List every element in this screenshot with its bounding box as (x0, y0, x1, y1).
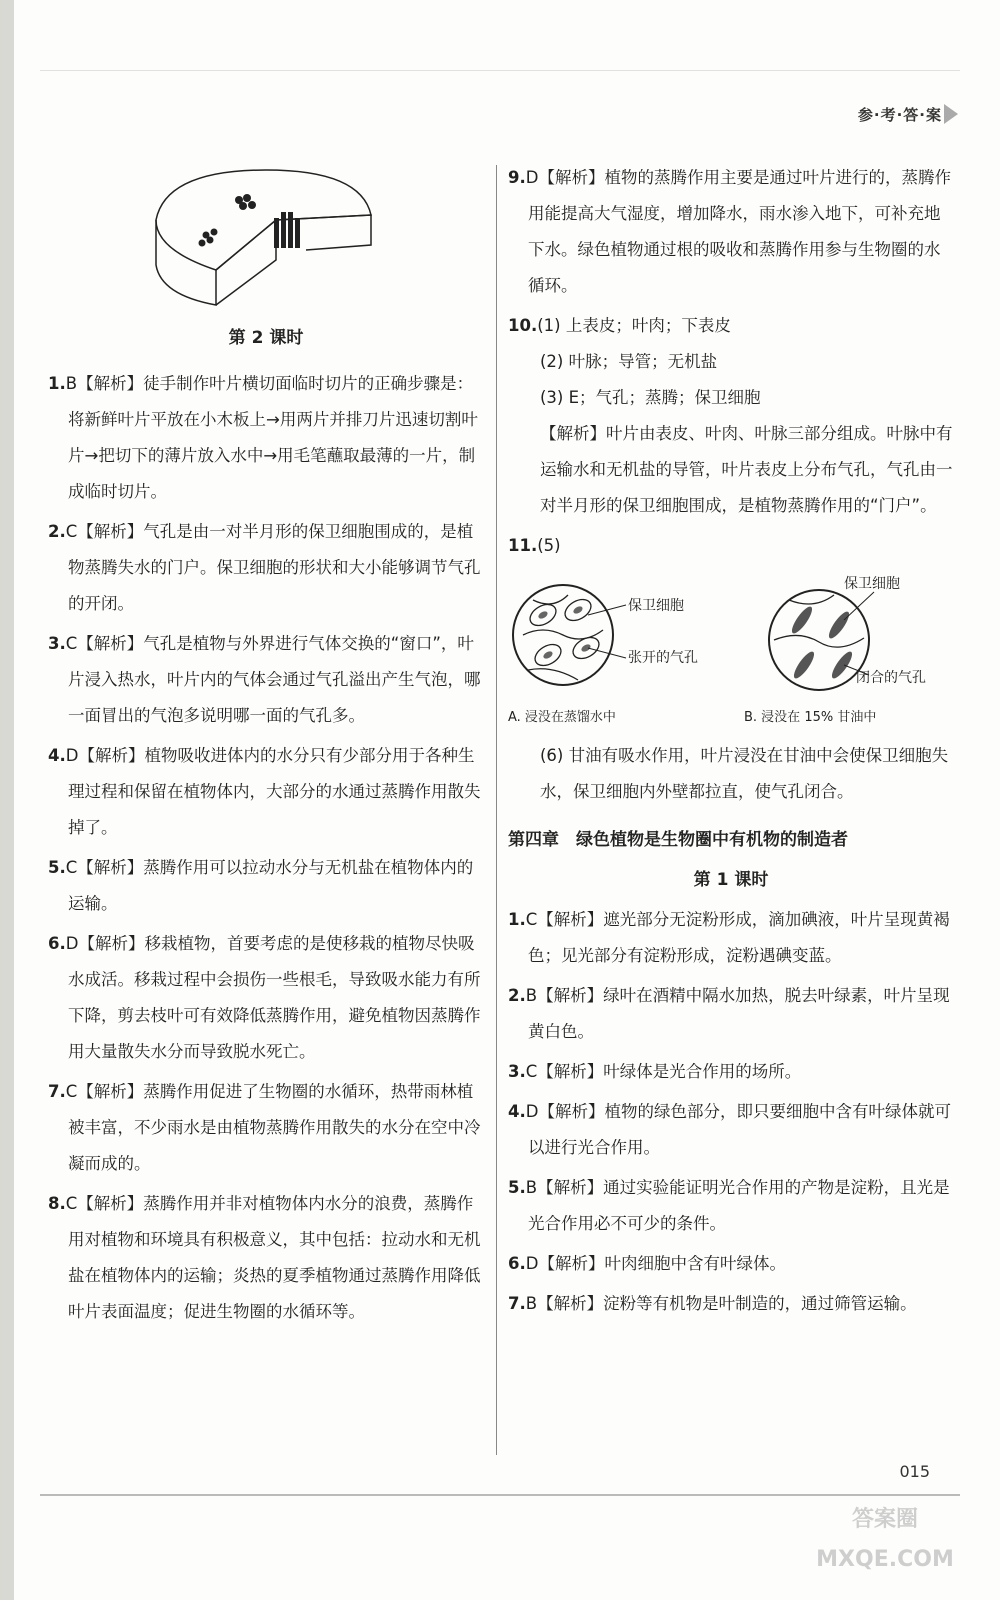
closed-stomata-diagram (744, 570, 954, 700)
question: 5.B【解析】通过实验能证明光合作用的产物是淀粉，且光是光合作用必不可少的条件。 (508, 1178, 950, 1233)
figure-a (508, 570, 718, 736)
leaf-disc-figure (146, 160, 386, 310)
left-column (48, 160, 484, 1334)
watermark-logo: 答案圈 MXQE.COM (816, 1507, 954, 1572)
stomata-figures (508, 570, 954, 736)
question: 4.D【解析】植物的绿色部分，即只要细胞中含有叶绿体就可以进行光合作用。 (508, 1102, 951, 1157)
answer-line: (3) E；气孔；蒸腾；保卫细胞 (540, 388, 761, 407)
question: 2.B【解析】绿叶在酒精中隔水加热，脱去叶绿素，叶片呈现黄白色。 (508, 986, 950, 1041)
question-10: 10.(1) 上表皮；叶肉；下表皮 (508, 316, 731, 335)
question: 5.C【解析】蒸腾作用可以拉动水分与无机盐在植物体内的运输。 (48, 858, 474, 913)
right-column (508, 160, 954, 1326)
question: 4.D【解析】植物吸收进体内的水分只有少部分用于各种生理过程和保留在植物体内，大部分的水通过蒸腾作用散失掉了。 (48, 746, 481, 837)
question-11: 11.(5) (508, 536, 561, 555)
bottom-rule (40, 1494, 960, 1496)
question: 2.C【解析】气孔是由一对半月形的保卫细胞围成的，是植物蒸腾失水的门户。保卫细胞的形状和大小能够调节气孔的开闭。 (48, 522, 481, 613)
caption-a: A. 浸没在蒸馏水中 (508, 710, 616, 725)
question: 7.C【解析】蒸腾作用促进了生物圈的水循环，热带雨林植被丰富，不少雨水是由植物蒸腾作用散失的水分在空中冷凝而成的。 (48, 1082, 481, 1173)
top-rule (40, 70, 960, 71)
left-question-list (48, 366, 484, 1330)
caption-b: B. 浸没在 15% 甘油中 (744, 710, 877, 725)
label-open-stoma: 张开的气孔 (628, 650, 698, 666)
header-title: 参·考·答·案 (857, 106, 942, 124)
chapter-title: 第四章 绿色植物是生物圈中有机物的制造者 (508, 830, 848, 850)
question: 1.C【解析】遮光部分无淀粉形成，滴加碘液，叶片呈现黄褐色；见光部分有淀粉形成，淀粉遇碘变蓝。 (508, 910, 950, 965)
book-spine (0, 0, 14, 1600)
question: 3.C【解析】叶绿体是光合作用的场所。 (508, 1062, 802, 1081)
question: 6.D【解析】叶肉细胞中含有叶绿体。 (508, 1254, 786, 1273)
answer-line: (6) 甘油有吸水作用，叶片浸没在甘油中会使保卫细胞失水，保卫细胞内外壁都拉直，使气孔闭合。 (540, 746, 949, 801)
question: 6.D【解析】移栽植物，首要考虑的是使移栽的植物尽快吸水成活。移栽过程中会损伤一些根毛，导致吸水能力有所下降，剪去枝叶可有效降低蒸腾作用，避免植物因蒸腾作用大量散失水分而导致脱水死亡。 (48, 934, 481, 1061)
column-divider (496, 165, 497, 1455)
question: 8.C【解析】蒸腾作用并非对植物体内水分的浪费，蒸腾作用对植物和环境具有积极意义，其中包括：拉动水和无机盐在植物体内的运输；炎热的夏季植物通过蒸腾作用降低叶片表面温度；促进生物圈的水循环等。 (48, 1194, 481, 1321)
lesson-title: 第 2 课时 (228, 328, 304, 348)
lesson-title: 第 1 课时 (693, 870, 769, 890)
label-closed-stoma: 闭合的气孔 (856, 670, 926, 686)
label-guard-cell-a: 保卫细胞 (628, 598, 684, 614)
open-stomata-diagram (508, 570, 718, 700)
figure-b (744, 570, 954, 736)
label-guard-cell-b: 保卫细胞 (844, 576, 900, 592)
question-9: 9.D【解析】植物的蒸腾作用主要是通过叶片进行的，蒸腾作用能提高大气湿度，增加降水，雨水渗入地下，可补充地下水。绿色植物通过根的吸收和蒸腾作用参与生物圈的水循环。 (508, 168, 951, 295)
question: 3.C【解析】气孔是植物与外界进行气体交换的“窗口”，叶片浸入热水，叶片内的气体会通过气孔溢出产生气泡，哪一面冒出的气泡多说明哪一面的气孔多。 (48, 634, 481, 725)
analysis: 【解析】叶片由表皮、叶肉、叶脉三部分组成。叶脉中有运输水和无机盐的导管，叶片表皮上分布气孔，气孔由一对半月形的保卫细胞围成，是植物蒸腾作用的“门户”。 (540, 424, 953, 515)
page-number: 015 (899, 1462, 930, 1481)
answer-line: (2) 叶脉；导管；无机盐 (540, 352, 718, 371)
question: 7.B【解析】淀粉等有机物是叶制造的，通过筛管运输。 (508, 1294, 917, 1313)
header-arrow-icon (944, 104, 958, 124)
question: 1.B【解析】徒手制作叶片横切面临时切片的正确步骤是：将新鲜叶片平放在小木板上→用两片并排刀片迅速切割叶片→把切下的薄片放入水中→用毛笔蘸取最薄的一片，制成临时切片。 (48, 374, 478, 501)
